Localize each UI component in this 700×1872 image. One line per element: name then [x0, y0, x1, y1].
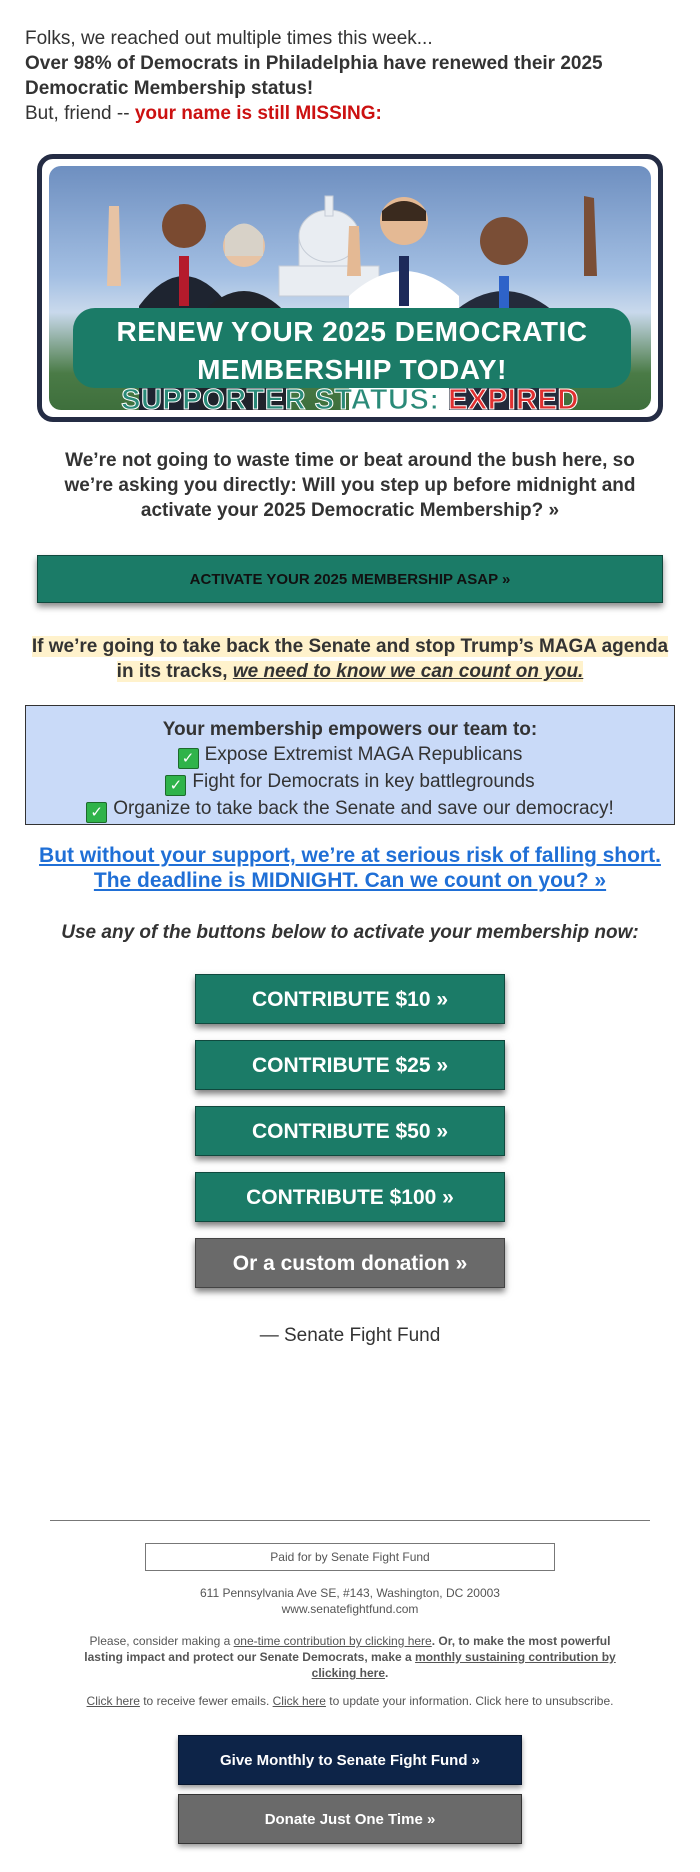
update-info-text: to update your information. Click here to unsubscribe. [325, 1694, 614, 1708]
intro-line-3 [25, 101, 665, 126]
please-prefix: Please, consider making a [89, 1634, 234, 1648]
contribute-50-button[interactable]: CONTRIBUTE $50 » [195, 1106, 505, 1156]
paid-for-disclaimer: Paid for by Senate Fight Fund [145, 1543, 555, 1571]
supporter-status-value: EXPIRED [448, 384, 579, 410]
missing-name-alert: your name is still MISSING: [134, 103, 382, 124]
use-buttons-instruction: Use any of the buttons below to activate your membership now: [61, 922, 639, 943]
supporter-status-label: SUPPORTER STATUS: [121, 384, 449, 410]
intro-text [25, 26, 665, 126]
ask-text[interactable]: We’re not going to waste time or beat around the bush here, so we’re asking you directly: Will you step up before midnight and activate your 2025 Democratic Membership? » [64, 450, 636, 521]
benefit-label: Fight for Democrats in key battlegrounds [192, 771, 535, 792]
benefits-heading: Your membership empowers our team to: [162, 719, 538, 740]
signature: — Senate Fight Fund [259, 1325, 441, 1346]
update-info-link[interactable]: Click here [272, 1694, 326, 1708]
benefit-label: Expose Extremist MAGA Republicans [204, 744, 523, 765]
donate-one-time-button[interactable]: Donate Just One Time » [178, 1794, 522, 1844]
footer-address-block [25, 1585, 675, 1617]
please-end: . [385, 1666, 389, 1680]
take-back-senate-text [30, 634, 670, 684]
benefit-label: Organize to take back the Senate and save our democracy! [113, 798, 614, 819]
contribute-25-button[interactable]: CONTRIBUTE $25 » [195, 1040, 505, 1090]
footer-divider [50, 1520, 650, 1521]
membership-banner[interactable] [37, 154, 663, 422]
activate-membership-button[interactable]: ACTIVATE YOUR 2025 MEMBERSHIP ASAP » [37, 555, 663, 603]
benefit-item [26, 769, 674, 796]
contribute-100-button[interactable]: CONTRIBUTE $100 » [195, 1172, 505, 1222]
check-icon: ✓ [86, 802, 107, 823]
give-monthly-button[interactable]: Give Monthly to Senate Fight Fund » [178, 1735, 522, 1785]
membership-benefits-box [25, 705, 675, 825]
take-back-main: If we’re going to take back the Senate and stop Trump’s MAGA agenda in its tracks, [31, 636, 669, 682]
mailing-address: 611 Pennsylvania Ave SE, #143, Washington, DC 20003 [200, 1586, 500, 1600]
benefit-item [26, 742, 674, 769]
contribute-10-button[interactable]: CONTRIBUTE $10 » [195, 974, 505, 1024]
deadline-link[interactable]: But without your support, we’re at serious risk of falling short. The deadline is MIDNIGHT. Can we count on you? » [39, 844, 661, 892]
intro-line-1: Folks, we reached out multiple times this week... [25, 28, 433, 49]
renew-headline: RENEW YOUR 2025 DEMOCRATIC MEMBERSHIP TODAY! [116, 316, 588, 385]
benefit-item [26, 796, 674, 823]
contribution-request-text [70, 1633, 630, 1681]
intro-line-2: Over 98% of Democrats in Philadelphia have renewed their 2025 Democratic Membership status! [25, 53, 603, 99]
fewer-emails-text: to receive fewer emails. [139, 1694, 273, 1708]
website-url: www.senatefightfund.com [281, 1602, 419, 1616]
custom-donation-button[interactable]: Or a custom donation » [195, 1238, 505, 1288]
banner-image [49, 166, 651, 410]
one-time-contribution-link[interactable]: one-time contribution by clicking here [233, 1634, 432, 1648]
count-on-you-text: we need to know we can count on you. [232, 661, 584, 682]
email-preferences-text [25, 1693, 675, 1709]
supporter-status [49, 385, 651, 410]
check-icon: ✓ [165, 775, 186, 796]
please-mid: . Or, to make the most powerful lasting impact and protect our Senate Democrats, make a [84, 1634, 611, 1664]
monthly-contribution-link[interactable]: monthly sustaining contribution by clicking here [311, 1650, 616, 1680]
intro-line-3-prefix: But, friend -- [25, 103, 135, 124]
fewer-emails-link[interactable]: Click here [86, 1694, 140, 1708]
check-icon: ✓ [178, 748, 199, 769]
